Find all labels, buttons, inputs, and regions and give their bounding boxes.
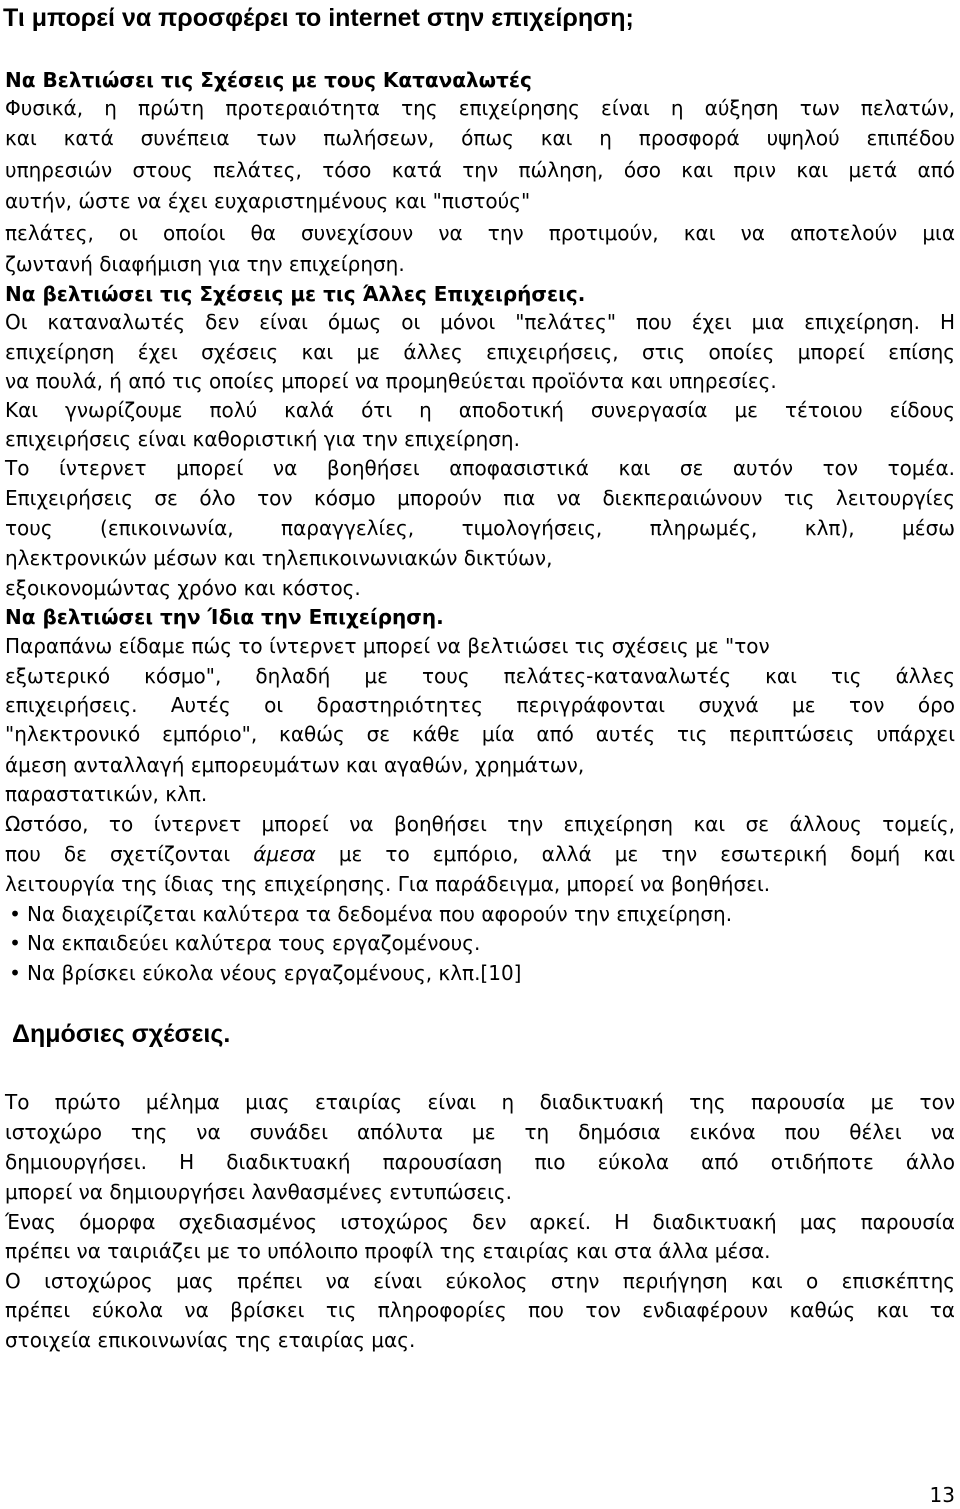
paragraph-line-with-emphasis [5, 840, 955, 868]
paragraph-line: να πουλά, ή από τις οποίες μπορεί να προμηθεύεται προϊόντα και υπηρεσίες. [5, 369, 777, 393]
paragraph-line: τους (επικοινωνία, παραγγελίες, τιμολογήσεις, πληρωμές, κλπ), μέσω [5, 516, 955, 540]
paragraph-line: μπορεί να δημιουργήσει λανθασμένες εντυπώσεις. [5, 1180, 513, 1204]
paragraph-line: δημιουργήσει. Η διαδικτυακή παρουσίαση πιο εύκολα από οτιδήποτε άλλο [5, 1150, 955, 1174]
paragraph-line: Το πρώτο μέλημα μιας εταιρίας είναι η διαδικτυακή της παρουσία με τον [5, 1090, 955, 1114]
bullet-item: Να βρίσκει εύκολα νέους εργαζομένους, κλπ.[10] [27, 961, 522, 985]
paragraph-line: παραστατικών, κλπ. [5, 782, 208, 806]
paragraph-line: ζωντανή διαφήμιση για την επιχείρηση. [5, 252, 405, 276]
paragraph-line: ιστοχώρο της να συνάδει απόλυτα με τη δημόσια εικόνα που θέλει να [5, 1120, 955, 1144]
paragraph-line: πρέπει εύκολα να βρίσκει τις πληροφορίες που τον ενδιαφέρουν καθώς και τα [5, 1298, 955, 1322]
bullet-item: Να εκπαιδεύει καλύτερα τους εργαζομένους. [27, 931, 481, 955]
paragraph-line: στοιχεία επικοινωνίας της εταιρίας μας. [5, 1328, 416, 1352]
bullet-icon: • [9, 902, 21, 926]
paragraph-line: επιχειρήσεις είναι καθοριστική για την επιχείρηση. [5, 427, 520, 451]
paragraph-line: εξωτερικό κόσμο", δηλαδή με τους πελάτες-καταναλωτές και τις άλλες [5, 664, 955, 688]
line-text: με το εμπόριο, αλλά με την εσωτερική δομή και [315, 842, 955, 866]
paragraph-line: "ηλεκτρονικό εμπόριο", καθώς σε κάθε μία από αυτές τις περιπτώσεις υπάρχει [5, 722, 955, 746]
paragraph-line: Παραπάνω είδαμε πώς το ίντερνετ μπορεί να βελτιώσει τις σχέσεις με "τον [5, 634, 770, 658]
paragraph-line: Ο ιστοχώρος μας πρέπει να είναι εύκολος στην περιήγηση και ο επισκέπτης [5, 1269, 955, 1293]
paragraph-line: εξοικονομώντας χρόνο και κόστος. [5, 576, 361, 600]
section-heading-consumers: Να Βελτιώσει τις Σχέσεις με τους Καταναλωτές [5, 68, 532, 92]
paragraph-line: και κατά συνέπεια των πωλήσεων, όπως και η προσφορά υψηλού επιπέδου [5, 126, 955, 150]
paragraph-line: Ένας όμορφα σχεδιασμένος ιστοχώρος δεν αρκεί. Η διαδικτυακή μας παρουσία [5, 1210, 955, 1234]
paragraph-line: Οι καταναλωτές δεν είναι όμως οι μόνοι "πελάτες" που έχει μια επιχείρηση. Η [5, 310, 955, 334]
paragraph-line: Και γνωρίζουμε πολύ καλά ότι η αποδοτική συνεργασία με τέτοιου είδους [5, 398, 955, 422]
bullet-icon: • [9, 931, 21, 955]
page-title: Τι μπορεί να προσφέρει το internet στην επιχείρηση; [3, 4, 634, 32]
paragraph-line: ηλεκτρονικών μέσων και τηλεπικοινωνιακών δικτύων, [5, 546, 553, 570]
paragraph-line: Ωστόσο, το ίντερνετ μπορεί να βοηθήσει την επιχείρηση και σε άλλους τομείς, [5, 812, 955, 836]
paragraph-line: επιχείρηση έχει σχέσεις και με άλλες επιχειρήσεις, στις οποίες μπορεί επίσης [5, 340, 955, 364]
paragraph-line: πρέπει να ταιριάζει με το υπόλοιπο προφίλ της εταιρίας και στα άλλα μέσα. [5, 1239, 771, 1263]
emphasized-word: άμεσα [253, 842, 316, 866]
paragraph-line: άμεση ανταλλαγή εμπορευμάτων και αγαθών, χρημάτων, [5, 753, 585, 777]
section-heading-businesses: Να βελτιώσει τις Σχέσεις με τις Άλλες Επιχειρήσεις. [5, 282, 586, 306]
bullet-icon: • [9, 961, 21, 985]
paragraph-line: Επιχειρήσεις σε όλο τον κόσμο μπορούν πια να διεκπεραιώνουν τις λειτουργίες [5, 486, 955, 510]
paragraph-line: πελάτες, οι οποίοι θα συνεχίσουν να την προτιμούν, και να αποτελούν μια [5, 221, 955, 245]
paragraph-line: Φυσικά, η πρώτη προτεραιότητα της επιχείρησης είναι η αύξηση των πελατών, [5, 96, 955, 120]
paragraph-line: επιχειρήσεις. Αυτές οι δραστηριότητες περιγράφονται συχνά με τον όρο [5, 693, 955, 717]
paragraph-line: Το ίντερνετ μπορεί να βοηθήσει αποφασιστικά και σε αυτόν τον τομέα. [5, 456, 955, 480]
page-number: 13 [929, 1483, 955, 1507]
bullet-item: Να διαχειρίζεται καλύτερα τα δεδομένα που αφορούν την επιχείρηση. [27, 902, 733, 926]
paragraph-line: λειτουργία της ίδιας της επιχείρησης. Για παράδειγμα, μπορεί να βοηθήσει. [5, 872, 771, 896]
section-heading-business-itself: Να βελτιώσει την Ίδια την Επιχείρηση. [5, 605, 444, 629]
section-heading-public-relations: Δημόσιες σχέσεις. [12, 1020, 231, 1048]
paragraph-line: υπηρεσιών στους πελάτες, τόσο κατά την πώληση, όσο και πριν και μετά από [5, 158, 955, 182]
line-text: που δε σχετίζονται [5, 842, 254, 866]
paragraph-line: αυτήν, ώστε να έχει ευχαριστημένους και "πιστούς" [5, 189, 531, 213]
